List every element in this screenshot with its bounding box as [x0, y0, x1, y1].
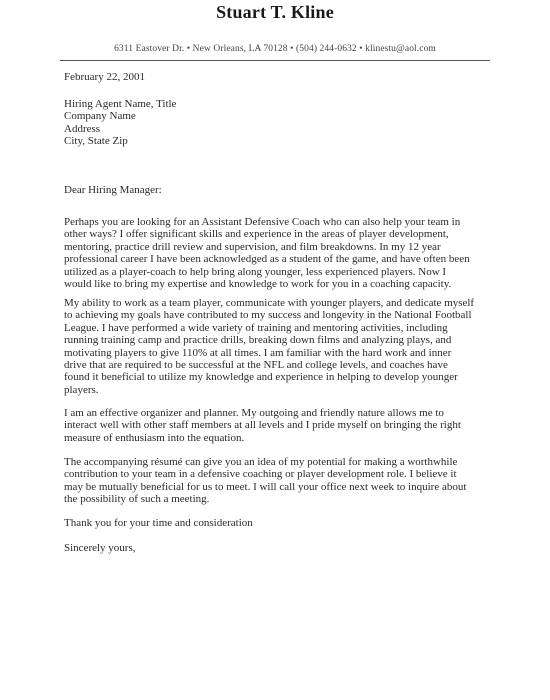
paragraph-line: League. I have performed a wide variety of training and mentoring activities, including: [64, 321, 448, 334]
recipient-address: [64, 98, 504, 148]
paragraph-line: to achieving my goals have contributed to my success and longevity in the National Football: [64, 309, 472, 322]
recipient-city-state-zip: City, State Zip: [64, 135, 128, 148]
paragraph-line: interact well with other staff members at all levels and I pride myself on bringing the right: [64, 419, 461, 432]
letter-date: February 22, 2001: [64, 71, 145, 83]
paragraph-organizer: [64, 407, 504, 444]
thank-you-line: Thank you for your time and consideration: [64, 517, 253, 529]
paragraph-intro: [64, 216, 504, 290]
letterhead-divider: [60, 60, 490, 61]
paragraph-line: may be mutually beneficial for us to meet. I will call your office next week to inquire about: [64, 480, 467, 493]
paragraph-line: other ways? I offer significant skills and experience in the areas of player development,: [64, 228, 449, 241]
paragraph-experience: [64, 297, 504, 396]
recipient-company: Company Name: [64, 110, 136, 123]
paragraph-line: motivating players to give 110% at all times. I am familiar with the hard work and inner: [64, 346, 452, 359]
sender-name: Stuart T. Kline: [216, 2, 334, 22]
paragraph-line: drive that are required to be successful at the NFL and college levels, and coaches have: [64, 359, 448, 372]
paragraph-line: mentoring, practice drill review and supervision, and film breakdowns. In my 12 year: [64, 240, 441, 253]
paragraph-line: running training camp and practice drills, breaking down films and analyzing plays, and: [64, 334, 452, 347]
paragraph-line: contribution to your team in a defensive coaching or player development role. I believe it: [64, 468, 457, 481]
sender-contact-line: 6311 Eastover Dr. • New Orleans, LA 70128 • (504) 244-0632 • klinestu@aol.com: [114, 44, 436, 54]
sign-off: Sincerely yours,: [64, 542, 136, 554]
paragraph-resume: [64, 456, 504, 506]
paragraph-line: utilized as a player-coach to help bring along younger, less experienced players. Now I: [64, 265, 447, 278]
paragraph-line: the possibility of such a meeting.: [64, 493, 210, 506]
salutation: Dear Hiring Manager:: [64, 184, 162, 196]
paragraph-line: I am an effective organizer and planner. My outgoing and friendly nature allows me to: [64, 407, 444, 419]
paragraph-line: professional career I have been acknowledged as a student of the game, and have often been: [64, 253, 470, 266]
recipient-name-title: Hiring Agent Name, Title: [64, 98, 177, 110]
paragraph-line: My ability to work as a team player, communicate with younger players, and dedicate myself: [64, 297, 475, 309]
paragraph-line: found it beneficial to utilize my knowledge and experience in helping to develop younger: [64, 371, 458, 384]
paragraph-line: players.: [64, 383, 99, 396]
paragraph-line: The accompanying résumé can give you an idea of my potential for making a worthwhile: [64, 456, 458, 468]
paragraph-line: would like to bring my expertise and knowledge to work for you in a coaching capacity.: [64, 278, 452, 291]
paragraph-line: measure of enthusiasm into the equation.: [64, 431, 245, 444]
paragraph-line: Perhaps you are looking for an Assistant Defensive Coach who can also help your team in: [64, 216, 461, 228]
recipient-street: Address: [64, 122, 101, 135]
